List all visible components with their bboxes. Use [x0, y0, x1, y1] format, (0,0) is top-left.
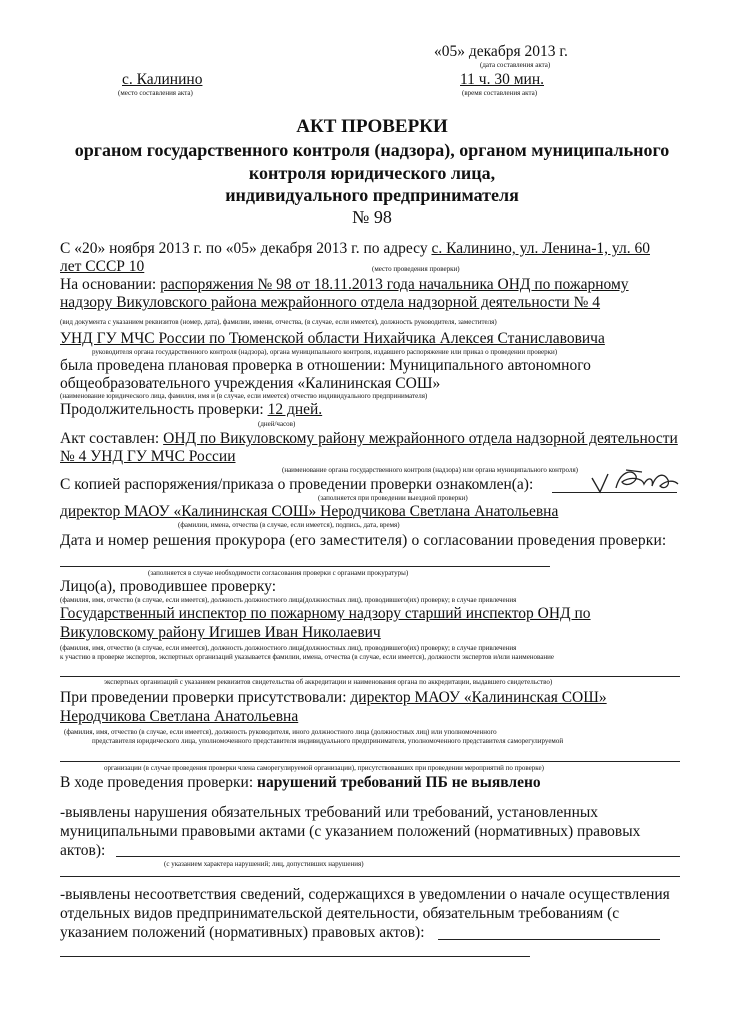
doc-subtitle-3: индивидуального предпринимателя: [225, 185, 519, 205]
duration-label: Продолжительность проверки:: [60, 401, 264, 418]
mismatch-line-2: отдельных видов предпринимательской деятельности, обязательным требованиям (с: [60, 905, 620, 922]
duration-caption: (дней/часов): [258, 420, 296, 428]
director-caption: (фамилии, имена, отчества (в случае, если имеется), подпись, дата, время): [178, 521, 400, 529]
basis-order: распоряжения № 98 от 18.11.2013 года начальника ОНД по пожарному: [160, 276, 629, 293]
inspector-caption-2: (фамилия, имя, отчество (в случае, если имеется), должность должностного лица(должностных лиц), проводившего(их) проверку; в случае привлечения: [60, 644, 517, 652]
result-line: [60, 774, 541, 792]
act-time: 11 ч. 30 мин.: [460, 71, 544, 88]
period-start: С «20» ноября 2013 г. по «05» декабря 2013 г. по адресу: [60, 240, 428, 257]
result-label: В ходе проведения проверки:: [60, 774, 254, 791]
address-caption: (место проведения проверки): [372, 265, 460, 273]
experts-caption: экспертных организаций с указанием реквизитов свидетельства об аккредитации и наименования органа по аккредитации, выдавшего свидетельство): [104, 678, 553, 686]
duration-value: 12 дней.: [267, 401, 323, 418]
mismatch-line-3: указанием положений (нормативных) правовых актов):: [60, 924, 425, 941]
violations-caption: (с указанием характера нарушений; лиц, допустивших нарушения): [164, 860, 364, 868]
act-place: с. Калинино: [122, 71, 203, 88]
drafted-label: Акт составлен:: [60, 430, 160, 447]
doc-subtitle-1: органом государственного контроля (надзора), органом муниципального: [74, 140, 670, 160]
inspector-line-1: Государственный инспектор по пожарному надзору старший инспектор ОНД по: [60, 605, 591, 622]
basis-caption: (вид документа с указанием реквизитов (номер, дата), фамилии, имени, отчества, (в случае, если имеется), должность руководителя, заместителя): [60, 318, 497, 326]
present-caption-1: (фамилия, имя, отчество (в случае, если имеется), должность руководителя, иного должностного лица (должностных лиц) или уполномоченного: [64, 728, 497, 736]
act-date-caption: (дата составления акта): [480, 61, 551, 69]
drafted-caption: (наименование органа государственного контроля (надзора) или органа муниципального контроля): [282, 466, 579, 474]
doc-title: АКТ ПРОВЕРКИ: [296, 116, 448, 137]
authority-line: УНД ГУ МЧС России по Тюменской области Нихайчика Алексея Станиславовича: [60, 330, 605, 347]
familiar-line: С копией распоряжения/приказа о проведении проверки ознакомлен(а):: [60, 476, 534, 493]
act-place-caption: (место составления акта): [118, 89, 193, 97]
violations-line-2: муниципальными правовыми актами (с указанием положений (нормативных) правовых: [60, 823, 641, 840]
violations-extra-underline: [60, 876, 680, 877]
drafted-org: ОНД по Викуловскому району межрайонного отдела надзорной деятельности: [163, 430, 678, 447]
prosecutor-caption: (заполняется в случае необходимости согласования проверки с органами прокуратуры): [148, 569, 409, 577]
violations-line-3: актов):: [60, 842, 106, 859]
inspector-caption-1: (фамилия, имя, отчество (в случае, если имеется), должность должностного лица(должностных лиц), проводившего(их) проверку; в случае привлечения: [60, 596, 517, 604]
address-line-2: лет СССР 10: [60, 258, 145, 275]
doc-subtitle-2: контроля юридического лица,: [248, 163, 496, 183]
inspector-caption-3: к участию в проверке экспертов, экспертных организаций указывается фамилии, имена, отчества (в случае, если имеется), должности экспертов и/или наименование: [60, 653, 554, 661]
inspector-line-2: Викуловскому району Игишев Иван Николаевич: [60, 624, 381, 641]
violations-underline: [116, 856, 680, 857]
inspection-caption: (наименование юридического лица, фамилия, имя и (в случае, если имеется) отчество индивидуального предпринимателя): [60, 392, 428, 400]
mismatch-underline: [438, 939, 660, 940]
address-line-1: с. Калинино, ул. Ленина-1, ул. 60: [431, 240, 650, 257]
present-line-1: [60, 689, 607, 707]
result-value: нарушений требований ПБ не выявлено: [257, 774, 541, 791]
mismatch-line-1: -выявлены несоответствия сведений, содержащихся в уведомлении о начале осуществления: [60, 886, 670, 903]
director-line: директор МАОУ «Калининская СОШ» Неродчикова Светлана Анатольевна: [60, 503, 559, 520]
act-date: «05» декабря 2013 г.: [434, 43, 568, 60]
basis-line-1: [60, 276, 629, 294]
present-label: При проведении проверки присутствовали:: [60, 689, 347, 706]
prosecutor-underline: [60, 566, 550, 567]
prosecutor-line: Дата и номер решения прокурора (его заместителя) о согласовании проведения проверки:: [60, 532, 667, 549]
present-person: директор МАОУ «Калининская СОШ»: [350, 689, 607, 706]
violations-line-1: -выявлены нарушения обязательных требований или требований, установленных: [60, 804, 599, 821]
present-line-2: Неродчикова Светлана Анатольевна: [60, 708, 299, 725]
authority-caption: руководителя органа государственного контроля (надзора), органа муниципального контроля, издавшего распоряжение или приказ о проведении проверки): [92, 348, 558, 356]
basis-line-2: надзору Викуловского района межрайонного отдела надзорной деятельности № 4: [60, 294, 601, 311]
present-caption-2: представителя юридического лица, уполномоченного представителя индивидуального предпринимателя, уполномоченного представителя саморегулируемой: [92, 737, 564, 745]
inspection-line-1: была проведена плановая проверка в отношении: Муниципального автономного: [60, 357, 591, 374]
inspector-label: Лицо(а), проводившее проверку:: [60, 578, 277, 595]
mismatch-extra-underline: [60, 956, 530, 957]
inspection-line-2: общеобразовательного учреждения «Калининская СОШ»: [60, 375, 441, 392]
handwritten-signature: [590, 466, 680, 501]
duration-line: [60, 401, 322, 419]
present-caption-3: организации (в случае проведения проверки члена саморегулируемой организации), присутствовавших при проведении мероприятий по проверке): [104, 764, 544, 772]
doc-number: № 98: [352, 207, 392, 227]
familiar-caption: (заполняется при проведении выездной проверки): [318, 494, 468, 502]
basis-label: На основании:: [60, 276, 157, 293]
drafted-line-1: [60, 430, 678, 448]
drafted-line-2: № 4 УНД ГУ МЧС России: [60, 448, 236, 465]
experts-underline: [60, 676, 680, 677]
act-time-caption: (время составления акта): [462, 89, 538, 97]
present-underline: [60, 761, 680, 762]
period-text: [60, 240, 650, 258]
